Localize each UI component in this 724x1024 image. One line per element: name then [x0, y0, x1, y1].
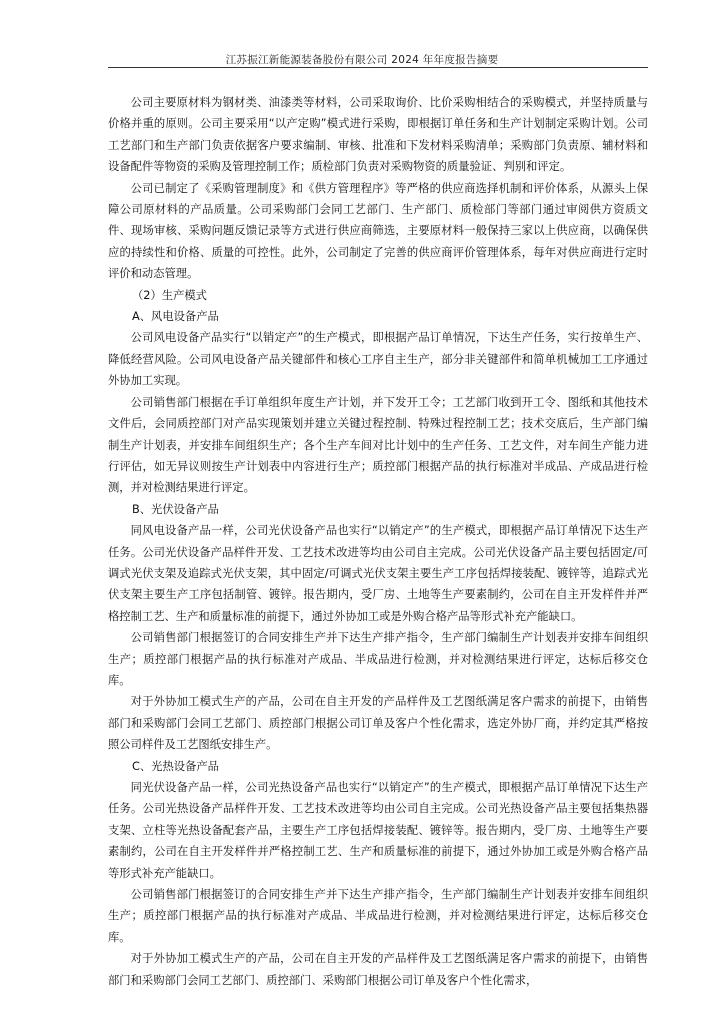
paragraph-solar-thermal-model: 同光伏设备产品一样，公司光热设备产品也实行“以销定产”的生产模式，即根据产品订单情况下达生产任务。公司光热设备产品样件开发、工艺技术改进等均由公司自主完成。公司光热设备产品主要包括集热器支架、立柱等光热设备配套产品，主要生产工序包括焊接装配、镀锌等。报告期内，受厂房、土地等生产要素制约，公司在自主开发样件并严格控制工艺、生产和质量标准的前提下，通过外协加工或是外购合格产品等形式补充产能缺口。 [108, 781, 648, 880]
paragraph-wind-power-model: 公司风电设备产品实行“以销定产”的生产模式，即根据产品订单情况，下达生产任务，实行按单生产、降低经营风险。公司风电设备产品关键部件和核心工序自主生产，部分非关键部件和简单机械加工工序通过外协加工实现。 [108, 331, 648, 388]
header-rule [108, 67, 648, 68]
paragraph-photovoltaic-model: 同风电设备产品一样，公司光伏设备产品也实行“以销定产”的生产模式，即根据产品订单情况下达生产任务。公司光伏设备产品样件开发、工艺技术改进等均由公司自主完成。公司光伏设备产品主要包括固定/可调式光伏支架及追踪式光伏支架，其中固定/可调式光伏支架主要生产工序包括焊接装配、镀锌等，追踪式光伏支架主要生产工序包括制管、镀锌。报告期内，受厂房、土地等生产要素制约，公司在自主开发样件并严格控制工艺、生产和质量标准的前提下，通过外协加工或是外购合格产品等形式补充产能缺口。 [108, 524, 648, 623]
section-heading-production-model: （2）生产模式 [132, 288, 207, 302]
paragraph-wind-power-process: 公司销售部门根据在手订单组织年度生产计划，并下发开工令；工艺部门收到开工令、图纸和其他技术文件后，会同质控部门对产品实现策划并建立关键过程控制、特殊过程控制工艺；技术交底后，生产部门编制生产计划表，并安排车间组织生产；各个生产车间对比计划中的生产任务、工艺文件，对车间生产能力进行评估，如无异议则按生产计划表中内容进行生产；质控部门根据产品的执行标准对半成品、产成品进行检测，并对检测结果进行评定。 [108, 395, 648, 495]
subheading-photovoltaic: B、光伏设备产品 [132, 502, 219, 516]
body-text [108, 92, 648, 991]
subheading-solar-thermal: C、光热设备产品 [132, 759, 219, 773]
paragraph-procurement-model: 公司主要原材料为钢材类、油漆类等材料，公司采取询价、比价采购相结合的采购模式，并坚持质量与价格并重的原则。公司主要采用“以产定购”模式进行采购，即根据订单任务和生产计划制定采购计划。公司工艺部门和生产部门负责依据客户要求编制、审核、批准和下发材料采购清单；采购部门负责原、辅材料和设备配件等物资的采购及管理控制工作；质检部门负责对采购物资的质量验证、判别和评定。 [108, 96, 648, 174]
paragraph-photovoltaic-outsourcing: 对于外协加工模式生产的产品，公司在自主开发的产品样件及工艺图纸满足客户需求的前提下，由销售部门和采购部门会同工艺部门、质控部门根据公司订单及客户个性化需求，选定外协厂商，并约定其严格按照公司样件及工艺图纸安排生产。 [108, 695, 648, 752]
paragraph-solar-thermal-process: 公司销售部门根据签订的合同安排生产并下达生产排产指令，生产部门编制生产计划表并安排车间组织生产；质控部门根据产品的执行标准对产成品、半成品进行检测，并对检测结果进行评定，达标后移交仓库。 [108, 888, 648, 944]
subheading-wind-power: A、风电设备产品 [132, 310, 219, 324]
paragraph-supplier-management: 公司已制定了《采购管理制度》和《供方管理程序》等严格的供应商选择机制和评价体系，从源头上保障公司原材料的产品质量。公司采购部门会同工艺部门、生产部门、质检部门等部门通过审阅供方资质文件、现场审核、采购问题反馈记录等方式进行供应商筛选，主要原材料一般保持三家以上供应商，以确保供应的持续性和价格、质量的可控性。此外，公司制定了完善的供应商评价管理体系，每年对供应商进行定时评价和动态管理。 [108, 181, 648, 281]
running-header: 江苏振江新能源装备股份有限公司 2024 年年度报告摘要 [225, 54, 499, 66]
paragraph-photovoltaic-process: 公司销售部门根据签订的合同安排生产并下达生产排产指令，生产部门编制生产计划表并安排车间组织生产；质控部门根据产品的执行标准对产成品、半成品进行检测，并对检测结果进行评定，达标后移交仓库。 [108, 631, 648, 687]
paragraph-solar-thermal-outsourcing: 对于外协加工模式生产的产品，公司在自主开发的产品样件及工艺图纸满足客户需求的前提下，由销售部门和采购部门会同工艺部门、质控部门、采购部门根据公司订单及客户个性化需求， [108, 952, 648, 987]
